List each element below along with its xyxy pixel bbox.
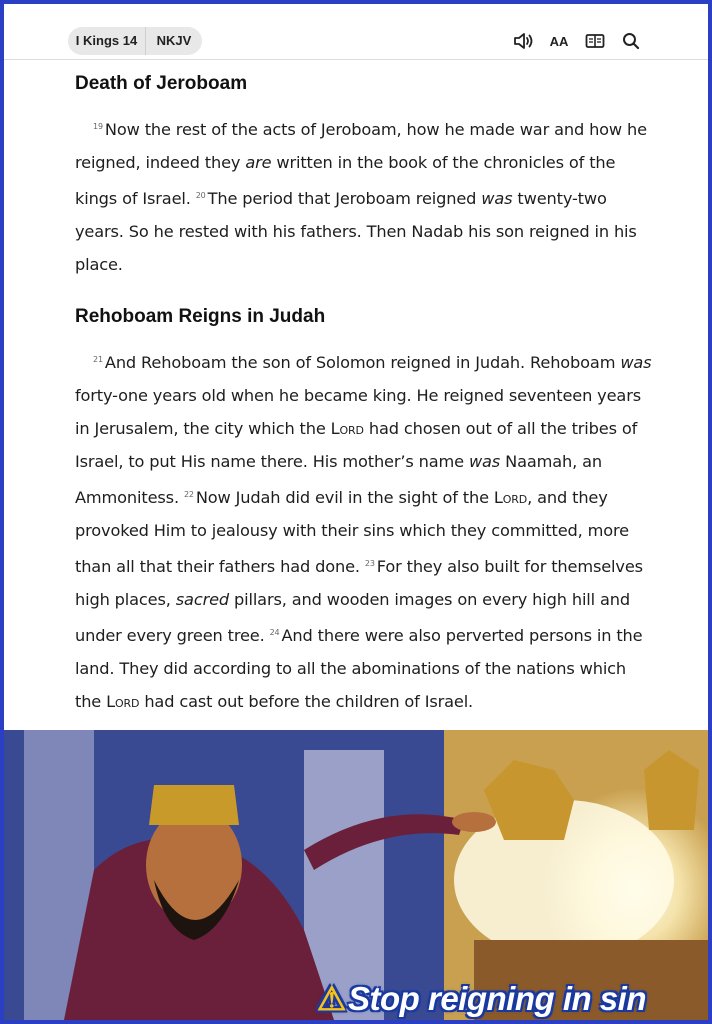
- verse-text: For they also built for themselves high places,: [75, 557, 643, 609]
- section-heading-death-of-jeroboam: Death of Jeroboam: [75, 73, 248, 94]
- warning-icon: ⚠: [316, 980, 346, 1017]
- top-toolbar: [4, 4, 708, 60]
- lord-small-caps: Lord: [493, 488, 528, 507]
- search-icon[interactable]: [620, 30, 642, 52]
- book-chapter-button[interactable]: I Kings 14: [68, 27, 146, 55]
- king-illustration: [4, 730, 708, 1020]
- speaker-icon[interactable]: [512, 30, 534, 52]
- verse-text-italic: sacred: [175, 590, 230, 609]
- verse-text: And there were also perverted persons in the land. They did according to all the abominations of the nations which the: [75, 626, 643, 711]
- parallel-view-icon[interactable]: [584, 30, 606, 52]
- illustration-banner: [4, 730, 708, 1020]
- verse-number-23[interactable]: 23: [364, 559, 375, 568]
- paragraph-verses-19-20: [75, 110, 655, 281]
- verse-text-italic: was: [468, 452, 501, 471]
- verse-text: had chosen out of all the tribes of Israel, to put His name there. His mother’s name: [75, 419, 638, 471]
- verse-text-italic: was: [620, 353, 652, 372]
- verse-text: The period that Jeroboam reigned: [207, 189, 482, 208]
- verse-text: Now the rest of the acts of Jeroboam, how he made war and how he reigned, indeed they: [75, 120, 647, 172]
- text-size-icon[interactable]: AA: [549, 33, 569, 49]
- caption-text: Stop reigning in sin: [348, 980, 646, 1017]
- verse-number-21[interactable]: 21: [93, 355, 103, 364]
- banner-caption: [317, 979, 646, 1018]
- verse-number-19[interactable]: 19: [93, 122, 103, 131]
- version-button[interactable]: NKJV: [156, 33, 192, 48]
- verse-text: pillars, and wooden images on every high hill and under every green tree.: [75, 590, 630, 645]
- reader-window: [4, 4, 708, 1020]
- verse-text: , and they provoked Him to jealousy with their sins which they committed, more than all that their fathers had done.: [75, 488, 629, 576]
- paragraph-verses-21-24: [75, 343, 655, 718]
- toolbar-icons: [512, 30, 642, 52]
- verse-text: And Rehoboam the son of Solomon reigned in Judah. Rehoboam: [104, 353, 621, 372]
- verse-number-20[interactable]: 20: [195, 191, 206, 200]
- verse-text-italic: are: [245, 153, 272, 172]
- lord-small-caps: Lord: [330, 419, 364, 438]
- section-heading-rehoboam-reigns: Rehoboam Reigns in Judah: [75, 306, 326, 327]
- lord-small-caps: Lord: [106, 692, 140, 711]
- verse-number-24[interactable]: 24: [269, 628, 280, 637]
- verse-text-italic: was: [481, 189, 513, 208]
- verse-text: forty-one years old when he became king. He reigned seventeen years in Jerusalem, the city which the: [75, 386, 641, 438]
- verse-number-22[interactable]: 22: [183, 490, 194, 499]
- scripture-text: [75, 60, 655, 718]
- verse-text: written in the book of the chronicles of the kings of Israel.: [75, 153, 616, 208]
- verse-text: Naamah, an Ammonitess.: [75, 452, 602, 507]
- verse-text: twenty-two years. So he rested with his fathers. Then Nadab his son reigned in his place.: [75, 189, 637, 274]
- reference-selector: [68, 27, 202, 55]
- verse-text: had cast out before the children of Israel.: [139, 692, 474, 711]
- verse-text: Now Judah did evil in the sight of the: [195, 488, 494, 507]
